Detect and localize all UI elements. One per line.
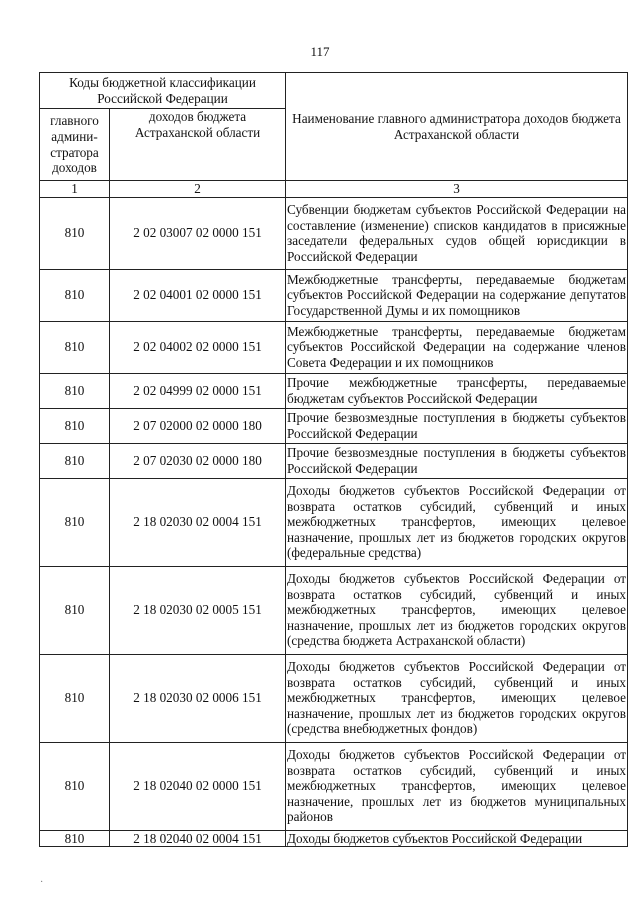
table-row <box>40 478 628 566</box>
admin-code-cell: 810 <box>40 197 110 269</box>
income-code-cell: 2 07 02000 02 0000 180 <box>110 408 286 443</box>
table-row <box>40 654 628 742</box>
income-code-cell: 2 18 02040 02 0004 151 <box>110 830 286 847</box>
income-code-cell: 2 18 02040 02 0000 151 <box>110 742 286 830</box>
column-number-2: 2 <box>110 181 286 198</box>
column-number-3: 3 <box>286 181 628 198</box>
admin-code-cell: 810 <box>40 321 110 373</box>
income-code-cell: 2 02 03007 02 0000 151 <box>110 197 286 269</box>
income-name-cell: Доходы бюджетов субъектов Российской Федерации от возврата остатков субсидий, субвенций и иных межбюджетных трансфертов, имеющих целевое назначение, прошлых лет из бюджетов муниципальных районов <box>286 742 628 830</box>
table-row <box>40 373 628 408</box>
page-number: 117 <box>310 44 330 59</box>
income-code-cell: 2 02 04001 02 0000 151 <box>110 269 286 321</box>
admin-code-cell: 810 <box>40 830 110 847</box>
header-col-name: Наименование главного администратора доходов бюджета Астраханской области <box>286 73 628 181</box>
income-code-cell: 2 02 04002 02 0000 151 <box>110 321 286 373</box>
income-name-cell: Прочие межбюджетные трансферты, передаваемые бюджетам субъектов Российской Федерации <box>286 373 628 408</box>
income-code-cell: 2 02 04999 02 0000 151 <box>110 373 286 408</box>
scan-mark: · <box>40 877 44 888</box>
table-row <box>40 321 628 373</box>
income-name-cell: Прочие безвозмездные поступления в бюджеты субъектов Российской Федерации <box>286 408 628 443</box>
income-name-cell: Доходы бюджетов субъектов Российской Федерации от возврата остатков субсидий, субвенций и иных межбюджетных трансфертов, имеющих целевое назначение, прошлых лет из бюджетов городских округов (федеральные средства) <box>286 478 628 566</box>
table-row <box>40 408 628 443</box>
admin-code-cell: 810 <box>40 478 110 566</box>
income-name-cell: Доходы бюджетов субъектов Российской Федерации <box>286 830 628 847</box>
admin-code-cell: 810 <box>40 443 110 478</box>
admin-code-cell: 810 <box>40 742 110 830</box>
admin-code-cell: 810 <box>40 269 110 321</box>
budget-classification-table <box>39 72 628 847</box>
admin-code-cell: 810 <box>40 566 110 654</box>
income-code-cell: 2 18 02030 02 0004 151 <box>110 478 286 566</box>
income-code-cell: 2 18 02030 02 0005 151 <box>110 566 286 654</box>
admin-code-cell: 810 <box>40 373 110 408</box>
header-col-code: доходов бюджета Астраханской области <box>110 109 286 181</box>
table-row <box>40 742 628 830</box>
table-row <box>40 830 628 847</box>
table-row <box>40 269 628 321</box>
admin-code-cell: 810 <box>40 408 110 443</box>
income-name-cell: Субвенции бюджетам субъектов Российской Федерации на составление (изменение) списков кандидатов в присяжные заседатели федеральных судов общей юрисдикции в Российской Федерации <box>286 197 628 269</box>
table-row <box>40 566 628 654</box>
income-code-cell: 2 18 02030 02 0006 151 <box>110 654 286 742</box>
table-row <box>40 197 628 269</box>
column-number-1: 1 <box>40 181 110 198</box>
admin-code-cell: 810 <box>40 654 110 742</box>
table-row <box>40 443 628 478</box>
income-name-cell: Доходы бюджетов субъектов Российской Федерации от возврата остатков субсидий, субвенций и иных межбюджетных трансфертов, имеющих целевое назначение, прошлых лет из бюджетов городских округов (средства бюджета Астраханской области) <box>286 566 628 654</box>
income-name-cell: Межбюджетные трансферты, передаваемые бюджетам субъектов Российской Федерации на содержание членов Совета Федерации и их помощников <box>286 321 628 373</box>
header-col-admin: главного админи-стратора доходов <box>40 109 110 181</box>
income-name-cell: Доходы бюджетов субъектов Российской Федерации от возврата остатков субсидий, субвенций и иных межбюджетных трансфертов, имеющих целевое назначение, прошлых лет из бюджетов городских округов (средства внебюджетных фондов) <box>286 654 628 742</box>
header-group-codes: Коды бюджетной классификации Российской Федерации <box>40 73 286 109</box>
income-name-cell: Межбюджетные трансферты, передаваемые бюджетам субъектов Российской Федерации на содержание депутатов Государственной Думы и их помощников <box>286 269 628 321</box>
income-code-cell: 2 07 02030 02 0000 180 <box>110 443 286 478</box>
income-name-cell: Прочие безвозмездные поступления в бюджеты субъектов Российской Федерации <box>286 443 628 478</box>
